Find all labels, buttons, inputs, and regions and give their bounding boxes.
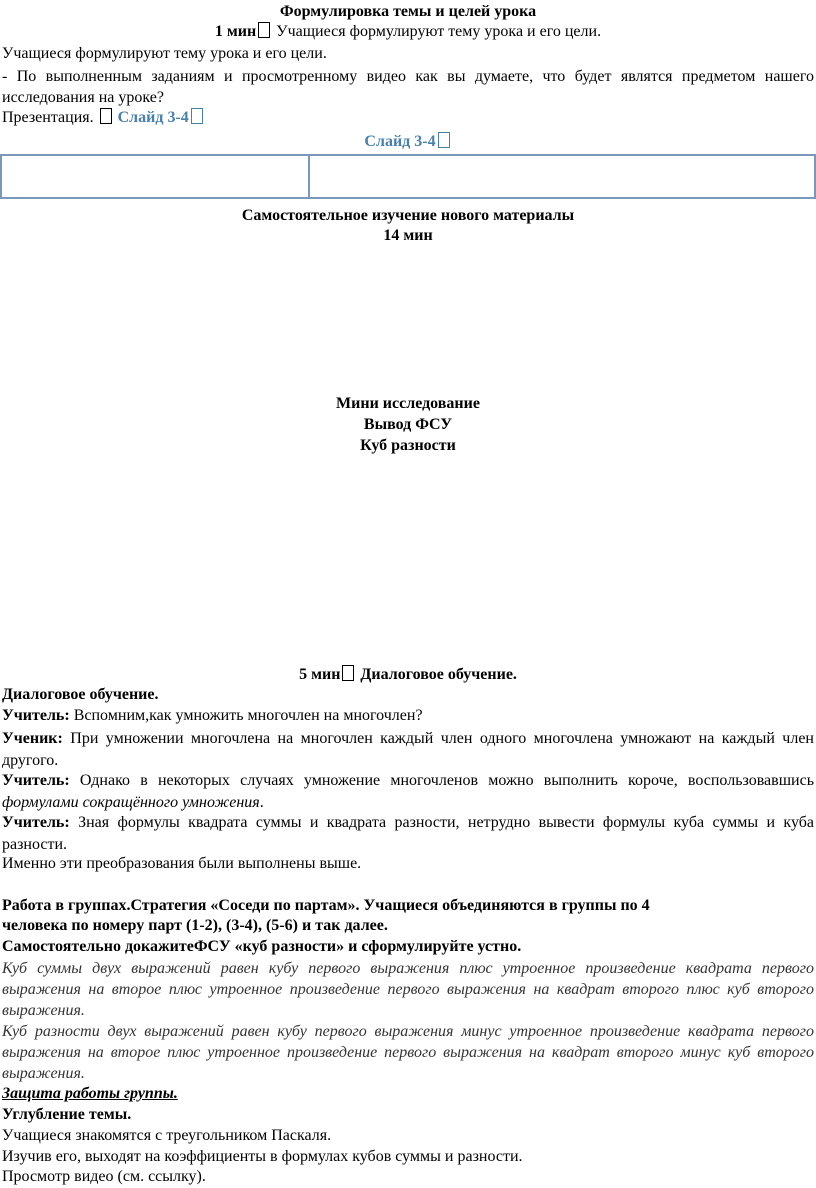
dialog-line [2, 706, 423, 726]
dialog-text-italic: формулами сокращённого умножения [2, 794, 260, 811]
slide-heading [0, 132, 816, 152]
presentation-line [2, 108, 205, 128]
group-defense: Защита работы группы. [2, 1085, 178, 1102]
dialog-line [2, 728, 814, 772]
section-title-self-study: Самостоятельное изучение нового материалы [241, 207, 575, 224]
time-line-text: Диалоговое обучение. [356, 666, 517, 683]
mini-research-topic: Куб разности [360, 437, 456, 454]
dialog-heading: Диалоговое обучение. [2, 686, 159, 703]
speaker: Ученик: [2, 730, 63, 747]
dialog-text: . [259, 794, 264, 811]
paragraph: Учащиеся формулируют тему урока и его цели. [2, 45, 327, 62]
section-time: 14 мин [383, 227, 433, 244]
group-task: Самостоятельно докажитеФСУ «куб разности» и сформулируйте устно. [2, 938, 522, 955]
symbol-glyph-icon [342, 665, 354, 681]
paragraph: Изучив его, выходят на коэффициенты в формулах кубов суммы и разности. [2, 1148, 523, 1165]
paragraph: Учащиеся знакомятся с треугольником Паскаля. [2, 1127, 332, 1144]
time-line-5 [0, 665, 816, 685]
time-label: 5 мин [299, 666, 341, 683]
deepening-heading: Углубление темы. [2, 1106, 132, 1123]
paragraph: Просмотр видео (см. ссылку). [2, 1168, 206, 1185]
group-work-line: человека по номеру парт (1-2), (3-4), (5-6) и так далее. [2, 917, 388, 934]
time-label: 1 мин [214, 23, 257, 40]
dialog-text: Вспомним,как умножить многочлен на многочлен? [69, 707, 423, 724]
time-line-text: Учащиеся формулируют тему урока и его цели. [272, 23, 602, 40]
section-title-formulation: Формулировка темы и целей урока [279, 3, 537, 20]
presentation-label: Презентация. [2, 109, 94, 126]
dialog-text: Однако в некоторых случаях умножение многочленов можно выполнить короче, воспользовавшись [69, 772, 814, 789]
mini-research-title: Мини исследование [336, 395, 480, 412]
symbol-glyph-icon [100, 108, 112, 124]
speaker: Учитель: [2, 772, 70, 789]
speaker: Учитель: [2, 814, 70, 831]
time-line-1 [0, 22, 816, 42]
dialog-line: Именно эти преобразования были выполнены выше. [2, 855, 362, 872]
slide-reference: Слайд 3-4 [117, 109, 189, 126]
empty-table [0, 154, 816, 199]
group-work-line: Работа в группах.Стратегия «Соседи по партам». Учащиеся объединяются в группы по 4 [2, 897, 650, 914]
symbol-glyph-icon [258, 22, 270, 38]
speaker: Учитель: [2, 707, 70, 724]
paragraph-question: - По выполненным заданиям и просмотренному видео как вы думаете, что будет являтся предметом нашего исследования на уроке? [2, 68, 814, 106]
mini-research-subtitle: Вывод ФСУ [363, 416, 453, 433]
table-cell [309, 155, 815, 198]
dialog-text: При умножении многочлена на многочлен каждый член одного многочлена умножают на каждый член другого. [2, 730, 814, 769]
symbol-glyph-icon [191, 108, 203, 124]
rule-cube-sum: Куб суммы двух выражений равен кубу первого выражения плюс утроенное произведение квадрата первого выражения на второе плюс утроенное произведение первого выражения на квадрат второго плюс куб второго выражения. [2, 960, 814, 1019]
dialog-text: Зная формулы квадрата суммы и квадрата разности, нетрудно вывести формулы куба суммы и куба разности. [2, 814, 814, 853]
rule-cube-difference: Куб разности двух выражений равен кубу первого выражения минус утроенное произведение квадрата первого выражения на второе плюс утроенное произведение первого выражения на квадрат второго минус куб второго выражения. [2, 1023, 814, 1082]
dialog-line [2, 812, 814, 856]
slide-heading-text: Слайд 3-4 [364, 133, 436, 150]
dialog-line [2, 770, 814, 814]
symbol-glyph-icon [438, 132, 450, 148]
table-cell [1, 155, 309, 198]
